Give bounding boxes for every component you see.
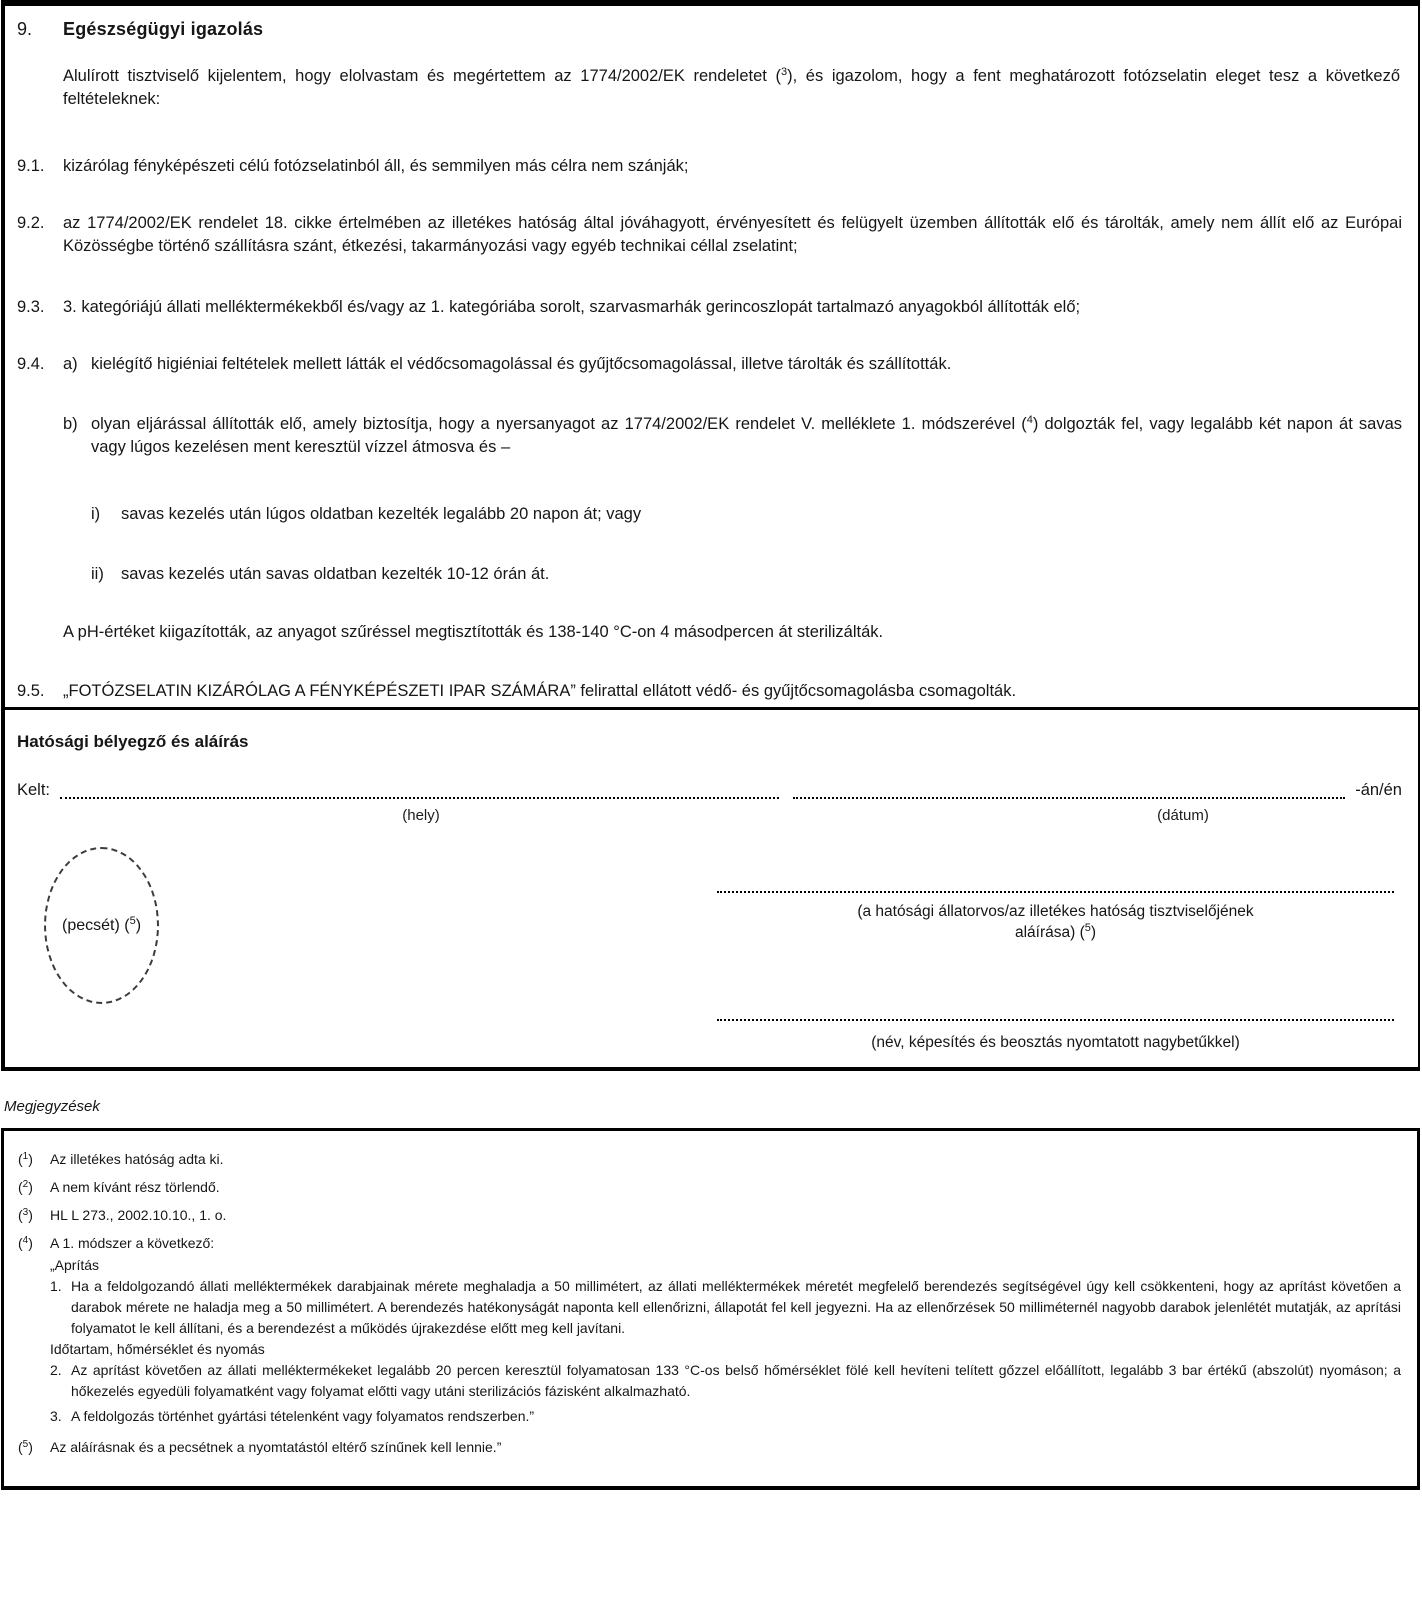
stamp-signature-area (17, 826, 1402, 1072)
place-fill-line (60, 787, 779, 799)
footnote-ref-5: 5 (1084, 922, 1091, 934)
item-9-5 (17, 680, 1402, 703)
footnote-5 (18, 1437, 1401, 1458)
footnote-1 (18, 1149, 1401, 1170)
marker-close: ) (28, 1151, 33, 1167)
item-text: kizárólag fényképészeti célú fotózselatinból áll, és semmilyen más célra nem szánják; (63, 157, 689, 175)
marker-sup: 4 (22, 1235, 29, 1246)
kelt-label: Kelt: (17, 781, 51, 799)
footnote-4-quote-title: „Aprítás (50, 1257, 100, 1273)
footnote-ref-3: 3 (780, 66, 788, 78)
section-number: 9. (17, 19, 33, 39)
marker-sup: 5 (22, 1439, 29, 1450)
item-9-3 (17, 296, 1402, 319)
footnote-ref-4: 4 (1026, 414, 1033, 426)
intro-text-post: ), és igazolom, hogy a fent meghatározott fotózselatin eleget tesz a következő feltételeknek: (63, 67, 1401, 108)
marker-open: ( (18, 1207, 23, 1223)
signature-section (5, 707, 1418, 1067)
footnote-text: HL L 273., 2002.10.10., 1. o. (50, 1207, 227, 1223)
footnote-text: Az illetékes hatóság adta ki. (50, 1151, 224, 1167)
stamp-label (62, 914, 141, 937)
step-number: 3. (50, 1408, 62, 1424)
subitem-a (63, 353, 1402, 376)
item-text: 3. kategóriájú állati melléktermékekből és/vagy az 1. kategóriába sorolt, szarvasmarhák gerincoszlopát tartalmazó anyagokból állították elő; (63, 298, 1081, 316)
marker-open: ( (18, 1439, 23, 1455)
marker-open: ( (18, 1151, 23, 1167)
intro-paragraph (63, 65, 1400, 111)
marker-close: ) (28, 1235, 33, 1251)
footnote-4-lead: A 1. módszer a következő: (50, 1235, 215, 1251)
footnote-text: A nem kívánt rész törlendő. (50, 1179, 220, 1195)
step-text: A feldolgozás történhet gyártási tételenként vagy folyamatos rendszerben.” (71, 1408, 535, 1424)
footnote-4 (18, 1233, 1401, 1427)
footnotes-box (1, 1128, 1420, 1490)
step-text: Az aprítást követően az állati melléktermékeket legalább 20 percen keresztül folyamatosan 133 °C-os belső hőmérséklet fölé kell hevíteni telített gőzzel előállított, legalább 3 bar értékű (abszolút) nyomáson; a hőkezelés egyedüli folyamatként vagy folyamat előtti vagy utáni sterilizációs fázisként alkalmazható. (71, 1362, 1401, 1399)
footnote-marker (18, 1177, 50, 1198)
item-number: 9.1. (17, 157, 45, 175)
place-caption: (hely) (402, 807, 440, 824)
stamp-label-post: ) (135, 917, 142, 934)
footnote-text: Az aláírásnak és a pecsétnek a nyomtatástól eltérő színűnek kell lennie.” (50, 1439, 502, 1455)
subitem-ii (91, 563, 1402, 586)
signature-heading: Hatósági bélyegző és aláírás (17, 732, 249, 751)
kelt-suffix: -án/én (1355, 781, 1402, 799)
signature-fill-line (717, 881, 1394, 893)
date-fill-line (793, 787, 1345, 799)
item-text: „FOTÓZSELATIN KIZÁRÓLAG A FÉNYKÉPÉSZETI IPAR SZÁMÁRA” felirattal ellátott védő- és gyűjtőcsomagolásba csomagolták. (63, 682, 1017, 700)
subitem-marker: i) (91, 505, 101, 523)
stamp-circle (44, 847, 159, 1004)
marker-open: ( (18, 1235, 23, 1251)
footnote-2 (18, 1177, 1401, 1198)
subitem-text: savas kezelés után lúgos oldatban kezelték legalább 20 napon át; vagy (121, 505, 642, 523)
signature-column (717, 881, 1394, 1053)
ph-paragraph: A pH-értéket kiigazították, az anyagot szűréssel megtisztították és 138-140 °C-on 4 másodpercen át sterilizálták. (63, 623, 884, 641)
certificate-box (1, 0, 1420, 1071)
item-number: 9.2. (17, 214, 45, 232)
footnote-ref-5: 5 (129, 915, 136, 927)
method-step-1 (50, 1276, 1401, 1339)
name-fill-line (717, 1009, 1394, 1021)
subitem-text: savas kezelés után savas oldatban kezelték 10-12 órán át. (121, 565, 550, 583)
marker-close: ) (28, 1207, 33, 1223)
item-text: az 1774/2002/EK rendelet 18. cikke értelmében az illetékes hatóság által jóváhagyott, érvényesített és felügyelt üzemben állították elő és tárolták, amely nem állít elő az Európai Közösségbe történő szállításra szánt, étkezési, takarmányozási vagy egyéb technikai céllal zselatint; (63, 214, 1402, 255)
method-step-3 (50, 1406, 1401, 1427)
subitem-marker: ii) (91, 565, 104, 583)
signature-caption (836, 901, 1276, 943)
notes-label: Megjegyzések (4, 1098, 100, 1115)
item-9-4-body (63, 353, 1402, 644)
footnote-4-body (50, 1233, 1401, 1427)
marker-sup: 1 (22, 1151, 29, 1162)
step-text: Ha a feldolgozandó állati melléktermékek darabjainak mérete meghaladja a 50 millimétert, az állati melléktermékek méretét megfelelő berendezés segítségével úgy kell csökkenteni, hogy az aprítást követően a darabok mérete ne haladja meg a 50 millimétert. A berendezés hatékonyságát naponta kell ellenőrizni, állapotát fel kell jegyezni. Ha az ellenőrzések 50 milliméternél nagyobb darabok jelenlétét mutatják, az aprítási folyamatot le kell állítani, és a berendezést a működés újrakezdése előtt meg kell javítani. (71, 1278, 1401, 1336)
item-9-2 (17, 212, 1402, 258)
footnote-marker (18, 1437, 50, 1458)
step-number: 2. (50, 1362, 62, 1378)
subitem-i (91, 503, 1402, 526)
marker-close: ) (28, 1439, 33, 1455)
date-place-captions (17, 802, 1402, 826)
subitem-b-post: ) dolgozták fel, vagy legalább két napon át savas vagy lúgos kezelésen ment keresztül vízzel átmosva és – (91, 415, 1402, 456)
subitem-b-pre: olyan eljárással állították elő, amely biztosítja, hogy a nyersanyagot az 1774/2002/EK rendelet V. melléklete 1. módszerével ( (91, 415, 1027, 433)
method-mid-heading: Időtartam, hőmérséklet és nyomás (50, 1341, 265, 1357)
section-title: Egészségügyi igazolás (63, 19, 264, 39)
signature-caption-post: ) (1090, 924, 1097, 941)
subitem-marker: b) (63, 415, 78, 433)
subitem-text: kielégítő higiéniai feltételek mellett látták el védőcsomagolással és gyűjtőcsomagolással, illetve tárolták és szállították. (91, 355, 952, 373)
stamp-label-pre: (pecsét) ( (61, 917, 130, 934)
step-number: 1. (50, 1278, 62, 1294)
footnote-marker (18, 1233, 50, 1427)
subitem-marker: a) (63, 355, 78, 373)
section-9-heading (17, 18, 1402, 41)
item-number: 9.3. (17, 298, 45, 316)
intro-text-pre: Alulírott tisztviselő kijelentem, hogy elolvastam és megértettem az 1774/2002/EK rendeletet ( (63, 67, 781, 85)
item-number: 9.4. (17, 355, 45, 373)
subitem-text (91, 413, 1402, 459)
item-9-1 (17, 155, 1402, 178)
footnote-3 (18, 1205, 1401, 1226)
footnote-marker (18, 1149, 50, 1170)
marker-sup: 2 (22, 1179, 29, 1190)
date-place-row (17, 779, 1402, 802)
footnote-marker (18, 1205, 50, 1226)
marker-close: ) (28, 1179, 33, 1195)
item-number: 9.5. (17, 682, 45, 700)
date-caption: (dátum) (1157, 807, 1209, 824)
item-9-4 (17, 353, 1402, 644)
marker-open: ( (18, 1179, 23, 1195)
name-caption: (név, képesítés és beosztás nyomtatott nagybetűkkel) (871, 1034, 1240, 1051)
marker-sup: 3 (22, 1207, 29, 1218)
signature-caption-pre: (a hatósági állatorvos/az illetékes hatóság tisztviselőjének aláírása) ( (857, 903, 1254, 941)
method-step-2 (50, 1360, 1401, 1402)
subitem-b (63, 413, 1402, 459)
